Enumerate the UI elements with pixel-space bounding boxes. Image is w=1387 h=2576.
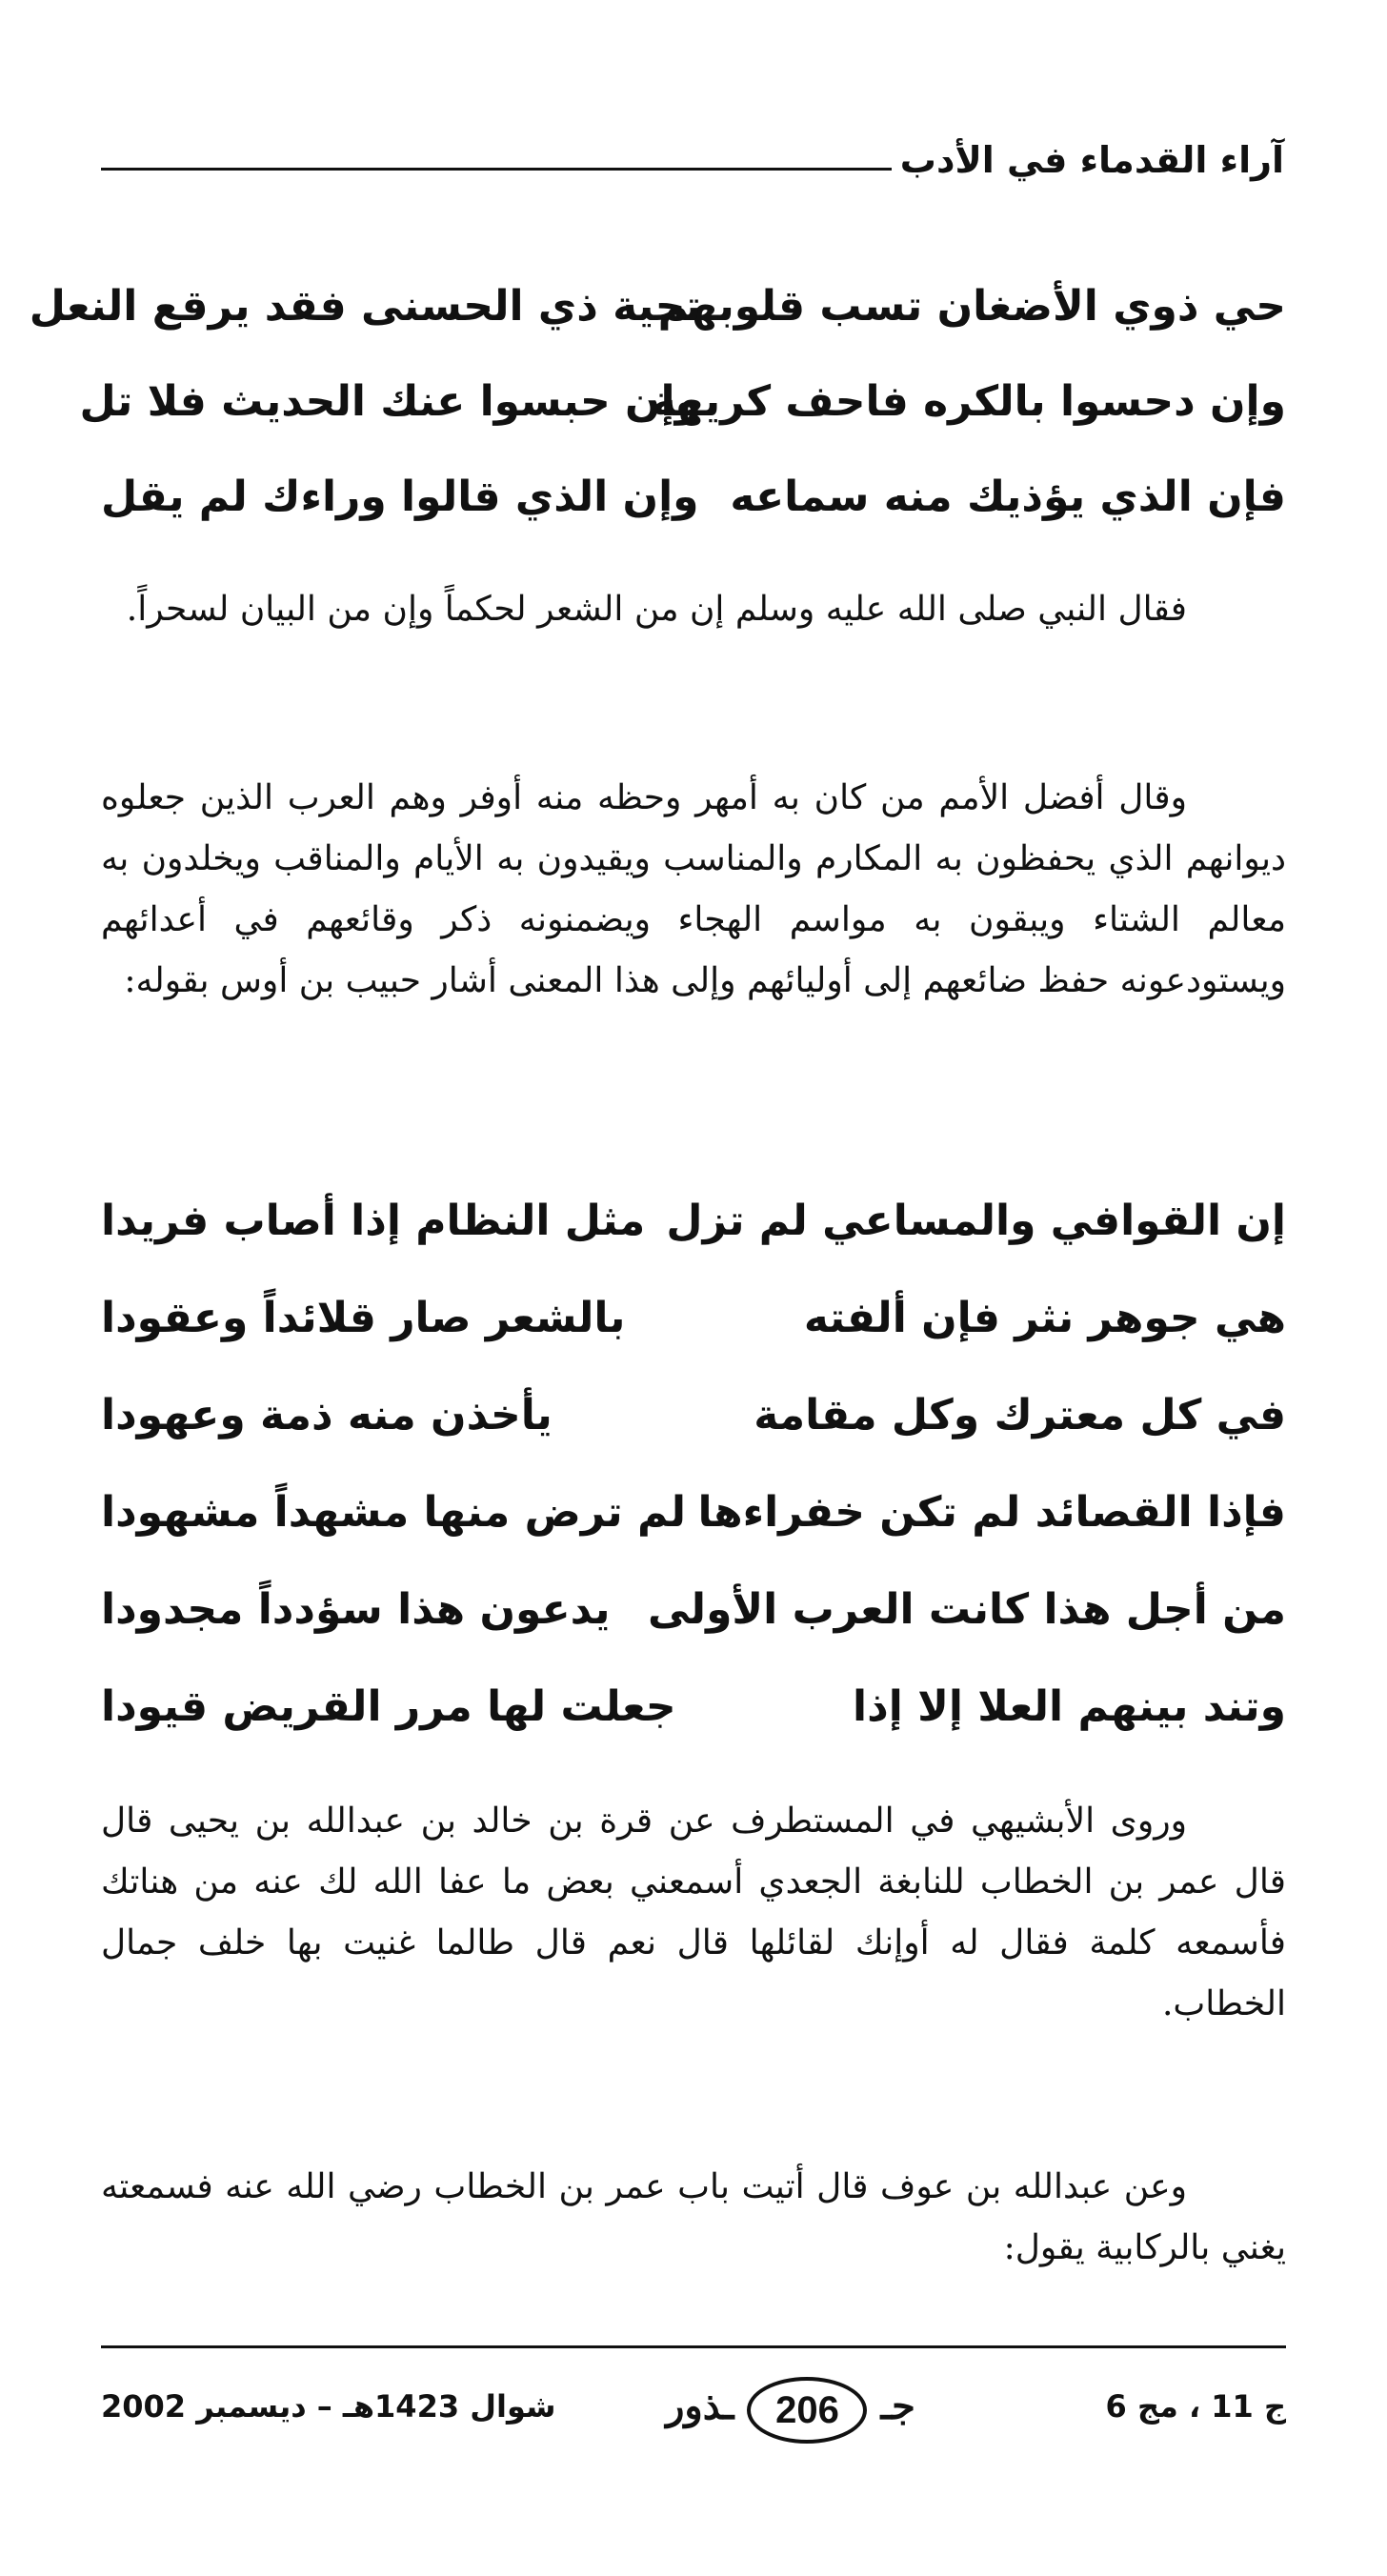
verse-second-hemistich: مثل النظام إذا أصاب فريدا xyxy=(101,1197,646,1245)
header-rule xyxy=(101,168,892,171)
verse-first-hemistich: فإذا القصائد لم تكن خفراءها xyxy=(697,1488,1286,1537)
issue-volume: ج 11 ، مج 6 xyxy=(1105,2388,1286,2425)
verse-first-hemistich: حي ذوي الأضغان تسب قلوبهم xyxy=(657,282,1286,331)
magazine-page-mark xyxy=(610,2368,972,2445)
verse-line xyxy=(79,364,1286,440)
verse-first-hemistich: وإن دحسوا بالكره فاحف كريهة xyxy=(651,377,1286,426)
verse-line xyxy=(101,1475,1286,1551)
verse-first-hemistich: وتند بينهم العلا إلا إذا xyxy=(853,1682,1286,1731)
paragraph: فقال النبي صلى الله عليه وسلم إن من الشعر لحكماً وإن من البيان لسحراً. xyxy=(126,590,1187,629)
verse-line xyxy=(29,269,1286,345)
verse-second-hemistich: يدعون هذا سؤدداً مجدودا xyxy=(101,1585,611,1634)
paragraph: وعن عبدالله بن عوف قال أتيت باب عمر بن الخطاب رضي الله عنه فسمعته يغني بالركابية يقول: xyxy=(101,2167,1286,2267)
footer-rule xyxy=(101,2345,1286,2348)
verse-second-hemistich: يأخذن منه ذمة وعهودا xyxy=(101,1391,553,1439)
verse-second-hemistich: وإن الذي قالوا وراءك لم يقل xyxy=(101,473,699,521)
verse-second-hemistich: لم ترض منها مشهداً مشهودا xyxy=(101,1488,687,1537)
verse-line xyxy=(101,1572,1286,1648)
verse-second-hemistich: بالشعر صار قلائداً وعقودا xyxy=(101,1294,626,1342)
verse-first-hemistich: فإن الذي يؤذيك منه سماعه xyxy=(730,473,1286,521)
verse-line xyxy=(101,1378,1286,1454)
running-header: آراء القدماء في الأدب xyxy=(899,139,1284,181)
verse-line xyxy=(101,1280,1286,1357)
verse-first-hemistich: في كل معترك وكل مقامة xyxy=(754,1391,1286,1439)
paragraph: وروى الأبشيهي في المستطرف عن قرة بن خالد بن عبدالله بن يحيى قال قال عمر بن الخطاب للنابغة الجعدي أسمعني بعض ما عفا الله لك عنه من هناتك فأسمعه كلمة فقال له أوإنك لقائلها قال نعم قال طالما غنيت بها خلف جمال الخطاب. xyxy=(101,1801,1286,2023)
page-number: 206 xyxy=(747,2377,867,2444)
verse-line xyxy=(101,459,1286,535)
verse-second-hemistich: جعلت لها مرر القريض قيودا xyxy=(101,1682,676,1731)
magazine-name-end: ـذور xyxy=(666,2384,734,2428)
verse-first-hemistich: من أجل هذا كانت العرب الأولى xyxy=(648,1585,1286,1634)
verse-line xyxy=(101,1183,1286,1259)
issue-date: شوال 1423هـ – ديسمبر 2002 xyxy=(101,2388,556,2425)
paragraph: وقال أفضل الأمم من كان به أمهر وحظه منه أوفر وهم العرب الذين جعلوه ديوانهم الذي يحفظون به المكارم والمناسب ويقيدون به الأيام والمناقب ويخلدون به معالم الشتاء ويبقون به مواسم الهجاء ويضمنونه ذكر وقائعهم في أعدائهم ويستودعونه حفظ ضائعهم إلى أوليائهم وإلى هذا المعنى أشار حبيب بن أوس بقوله: xyxy=(101,778,1286,1000)
verse-second-hemistich: وإن حبسوا عنك الحديث فلا تل xyxy=(79,377,701,426)
verse-first-hemistich: إن القوافي والمساعي لم تزل xyxy=(666,1197,1286,1245)
verse-first-hemistich: هي جوهر نثر فإن ألفته xyxy=(803,1294,1286,1342)
magazine-name-start: جـ xyxy=(880,2384,915,2428)
verse-line xyxy=(101,1669,1286,1745)
verse-second-hemistich: تحية ذي الحسنى فقد يرقع النعل xyxy=(29,282,701,331)
